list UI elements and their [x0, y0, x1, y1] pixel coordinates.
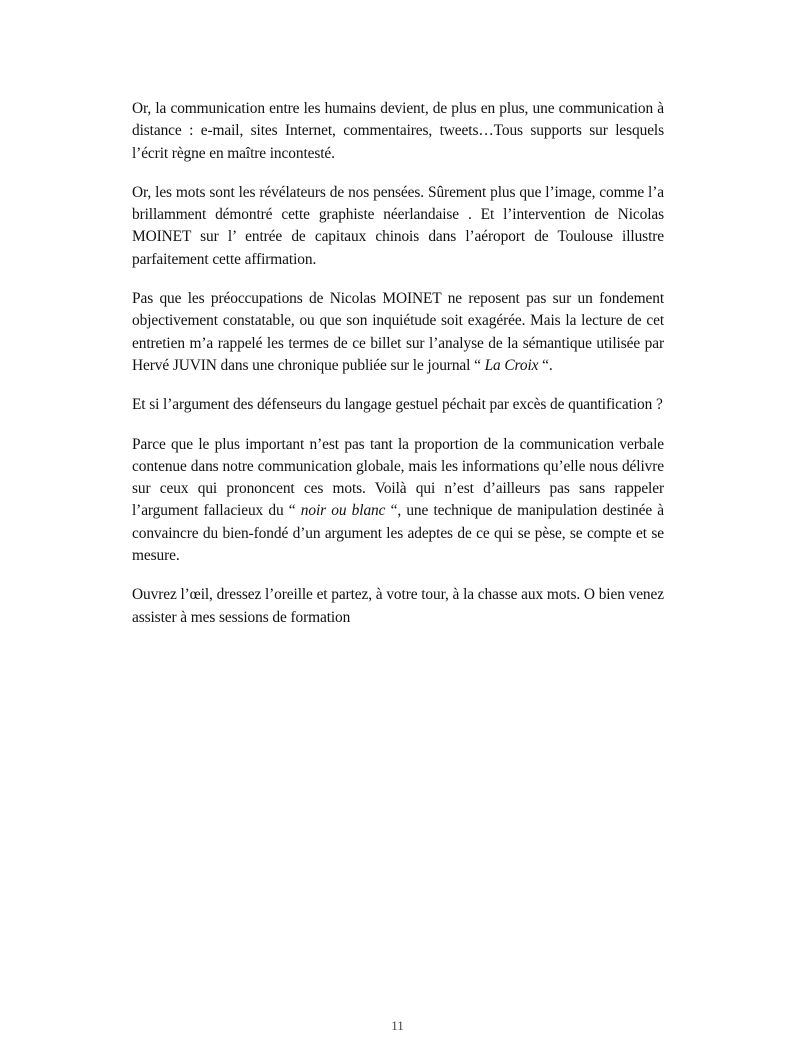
paragraph-1 [132, 98, 664, 165]
paragraph-5-tail: “, une technique de manipulation destinée à convaincre du bien-fondé d’un argument les adeptes de ce qui se pèse, se compte et se mesure. [132, 502, 665, 565]
noir-ou-blanc-phrase: noir ou blanc [300, 502, 386, 520]
paragraph-2 [132, 182, 664, 271]
paragraph-3 [132, 288, 664, 377]
body-text [132, 98, 664, 646]
paragraph-3-tail: “. [538, 356, 553, 374]
page-number: 11 [391, 1018, 404, 1033]
newspaper-title: La Croix [484, 356, 539, 374]
paragraph-2-text: Or, les mots sont les révélateurs de nos pensées. Sûrement plus que l’image, comme l’a brillamment démontré cette graphiste néerlandaise . Et l’intervention de Nicolas MOINET sur l’ entrée de capitaux chinois dans l’aéroport de Toulouse illustre parfaitement cette affirmation. [132, 183, 664, 268]
paragraph-6 [132, 584, 664, 629]
paragraph-4 [132, 394, 664, 416]
paragraph-5-text: Parce que le plus important n’est pas tant la proportion de la communication verbale contenue dans notre communication globale, mais les informations qu’elle nous délivre sur ceux qui prononcent ces mots. Voilà qui n’est d’ailleurs pas sans rappeler l’argument fallacieux du “ [132, 435, 664, 520]
paragraph-5 [132, 434, 664, 568]
paragraph-6-text: Ouvrez l’œil, dressez l’oreille et partez, à votre tour, à la chasse aux mots. O bien venez assister à mes sessions de formation [132, 586, 664, 626]
paragraph-3-text: Pas que les préoccupations de Nicolas MOINET ne reposent pas sur un fondement objectivement constatable, ou que son inquiétude soit exagérée. Mais la lecture de cet entretien m’a rappelé les termes de ce billet sur l’analyse de la sémantique utilisée par Hervé JUVIN dans une chronique publiée sur le journal “ [132, 290, 664, 374]
paragraph-4-text: Et si l’argument des défenseurs du langage gestuel péchait par excès de quantification ? [132, 396, 663, 414]
paragraph-1-text: Or, la communication entre les humains devient, de plus en plus, une communication à distance : e-mail, sites Internet, commentaires, tweets…Tous supports sur lesquels l’écrit règne en maître incontesté. [132, 100, 664, 162]
